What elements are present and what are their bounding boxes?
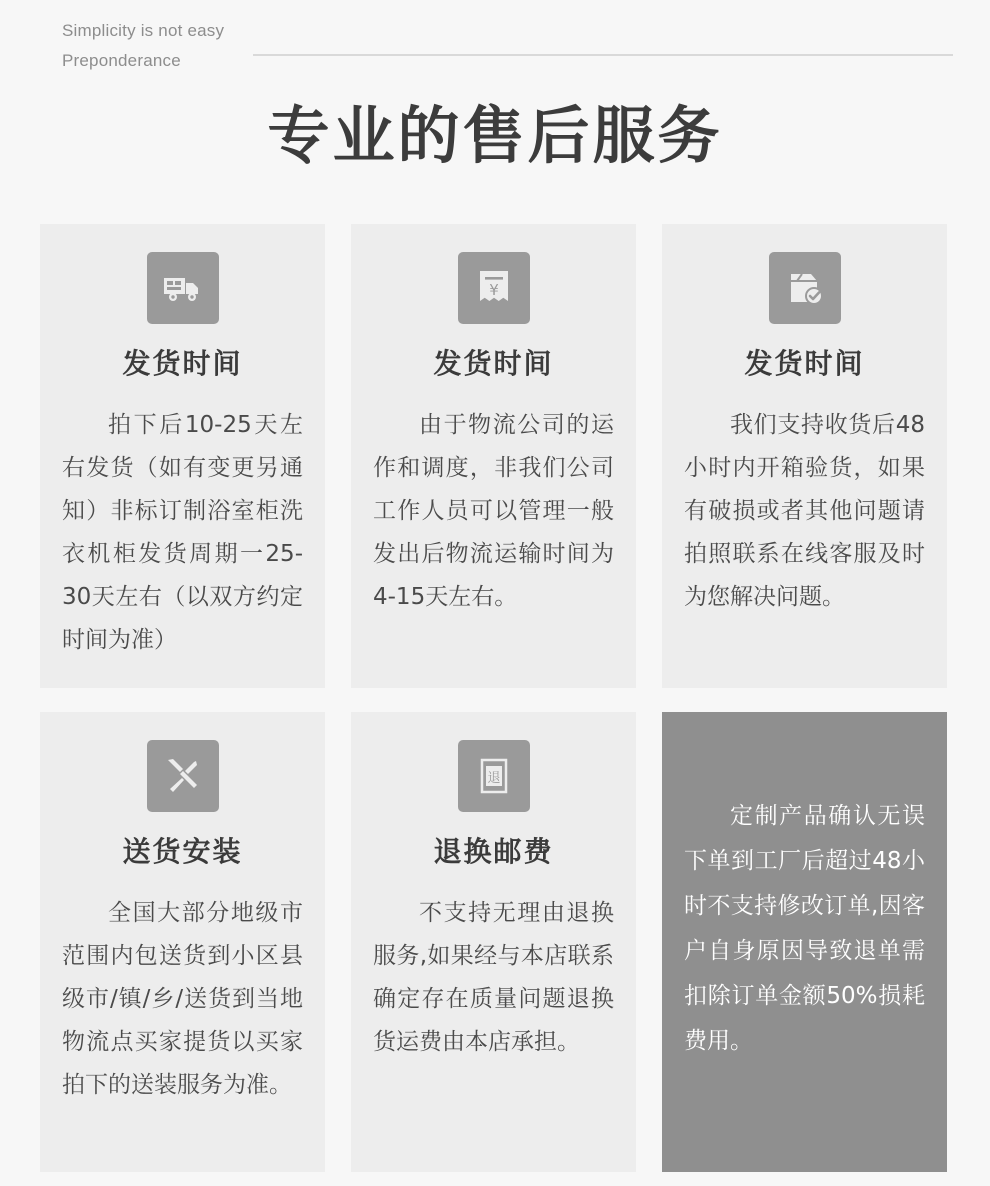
- card-title: 送货安装: [122, 835, 243, 868]
- card-text: 拍下后10-25天左右发货（如有变更另通知）非标订制浴室柜洗衣机柜发货周期一25-30天左右（以双方约定时间为准）: [62, 412, 303, 653]
- service-card: [40, 224, 325, 688]
- return-icon: [458, 740, 530, 812]
- svg-text:¥: ¥: [488, 281, 499, 299]
- slogan-line-2: Preponderance: [62, 51, 181, 70]
- card-title: 退换邮费: [433, 835, 554, 868]
- slogan-line-1: Simplicity is not easy: [62, 21, 225, 40]
- card-title: 发货时间: [744, 347, 865, 380]
- service-card-highlight: [662, 712, 947, 1172]
- card-text: 定制产品确认无误下单到工厂后超过48小时不支持修改订单,因客户自身原因导致退单需扣除订单金额50%损耗费用。: [684, 803, 925, 1054]
- service-card-grid: [40, 224, 950, 1172]
- card-text: 我们支持收货后48小时内开箱验货，如果有破损或者其他问题请拍照联系在线客服及时为您解决问题。: [684, 412, 925, 610]
- card-text: 全国大部分地级市范围内包送货到小区县级市/镇/乡/送货到当地物流点买家提货以买家拍下的送装服务为准。: [62, 900, 303, 1098]
- card-title: 发货时间: [122, 347, 243, 380]
- svg-text:退: 退: [486, 771, 501, 786]
- service-card: [40, 712, 325, 1172]
- invoice-yuan-icon: [458, 252, 530, 324]
- box-check-icon: [769, 252, 841, 324]
- card-text: 不支持无理由退换服务,如果经与本店联系确定存在质量问题退换货运费由本店承担。: [373, 900, 614, 1055]
- card-text: 由于物流公司的运作和调度，非我们公司工作人员可以管理一般发出后物流运输时间为4-15天左右。: [373, 412, 614, 610]
- truck-icon: [147, 252, 219, 324]
- slogan-block: [62, 16, 224, 76]
- service-card: [351, 712, 636, 1172]
- tools-icon: [147, 740, 219, 812]
- card-title: 发货时间: [433, 347, 554, 380]
- slogan-divider: [253, 54, 953, 56]
- service-card: [351, 224, 636, 688]
- service-card: [662, 224, 947, 688]
- page-title: 专业的售后服务: [267, 99, 723, 172]
